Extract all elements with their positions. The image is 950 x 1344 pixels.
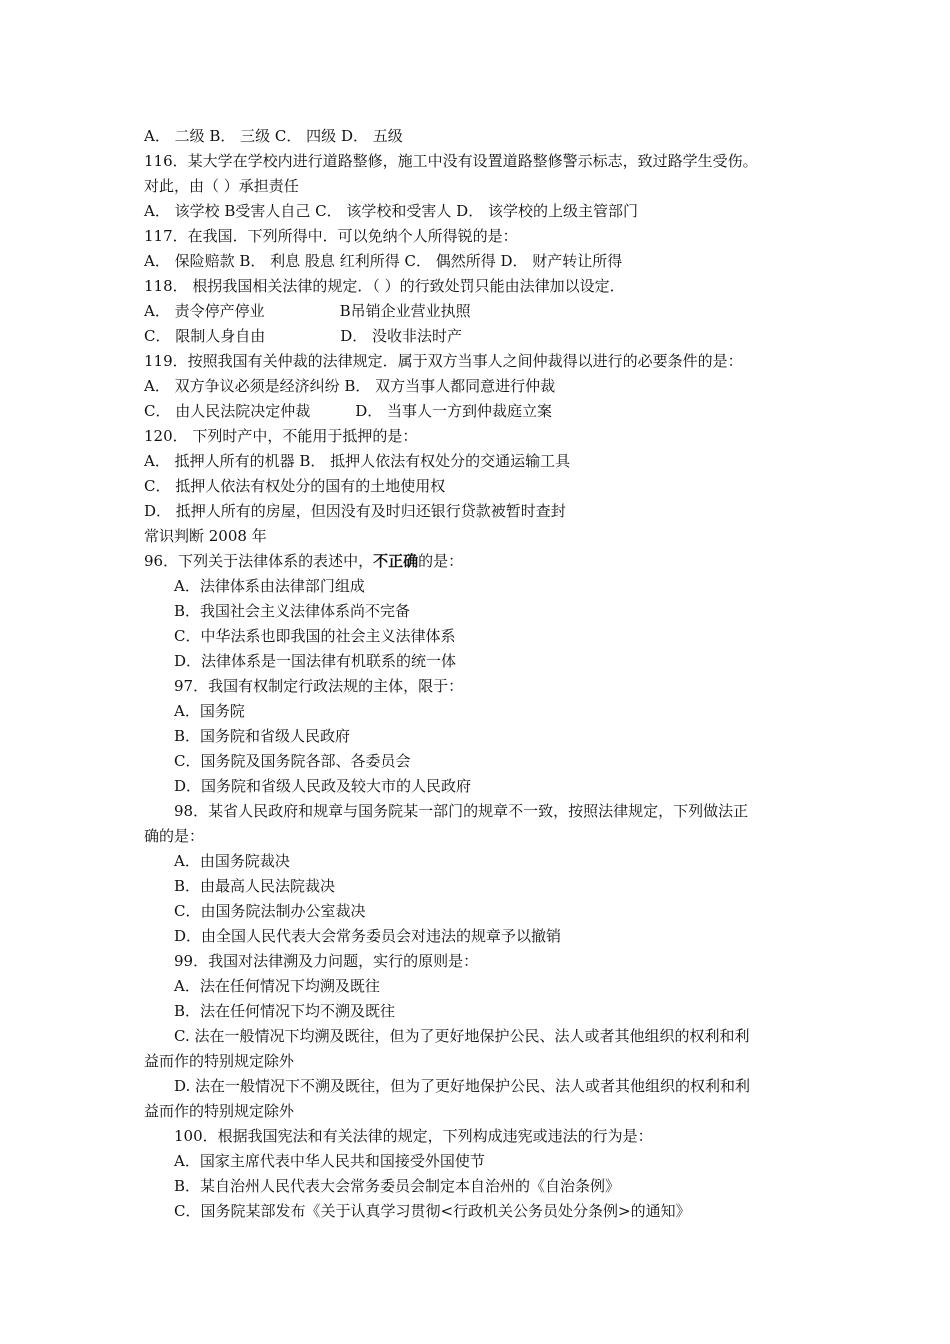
question-120-stem: 120． 下列时产中，不能用于抵押的是： bbox=[144, 427, 418, 445]
question-119-options-cd: C． 由人民法院决定仲裁 D． 当事人一方到仲裁庭立案 bbox=[144, 402, 553, 420]
option-line-cont: 益而作的特别规定除外 bbox=[144, 1052, 295, 1070]
question-99-stem: 99．我国对法律溯及力问题，实行的原则是： bbox=[174, 952, 479, 970]
text-line: A． 二级 B． 三级 C． 四级 D． 五级 bbox=[144, 127, 403, 145]
option-line: C．国务院及国务院各部、各委员会 bbox=[174, 752, 411, 770]
option-line: D．由全国人民代表大会常务委员会对违法的规章予以撤销 bbox=[174, 927, 562, 945]
question-116-options: A． 该学校 B受害人自己 C． 该学校和受害人 D． 该学校的上级主管部门 bbox=[144, 202, 638, 220]
text-line: 对此，由（ ）承担责任 bbox=[144, 177, 299, 195]
section-heading: 常识判断 2008 年 bbox=[144, 527, 267, 545]
question-117-stem: 117．在我国．下列所得中．可以免纳个人所得锐的是： bbox=[144, 227, 518, 245]
question-117-options: A． 保险赔款 B． 利息 股息 红利所得 C． 偶然所得 D． 财产转让所得 bbox=[144, 252, 623, 270]
option-line: B．国务院和省级人民政府 bbox=[174, 727, 351, 745]
question-98-stem-cont: 确的是： bbox=[144, 827, 205, 845]
question-96-stem-start: 96．下列关于法律体系的表述中， bbox=[144, 552, 374, 570]
question-118-options-cd: C． 限制人身自由 D． 没收非法时产 bbox=[144, 327, 463, 345]
option-line: C．由国务院法制办公室裁决 bbox=[174, 902, 366, 920]
question-96-stem-end: 的是： bbox=[418, 552, 464, 570]
question-118-options-ab: A． 责令停产停业 B吊销企业营业执照 bbox=[144, 302, 471, 320]
option-line: C．中华法系也即我国的社会主义法律体系 bbox=[174, 627, 456, 645]
option-line-cont: 益而作的特别规定除外 bbox=[144, 1102, 295, 1120]
option-line: D．国务院和省级人民政及较大市的人民政府 bbox=[174, 777, 472, 795]
question-116-stem: 116．某大学在学校内进行道路整修，施工中没有设置道路整修警示标志，致过路学生受伤。 bbox=[144, 152, 758, 170]
question-96-emphasis: 不正确 bbox=[373, 552, 419, 570]
option-line: B．法在任何情况下均不溯及既往 bbox=[174, 1002, 396, 1020]
option-line: A．法在任何情况下均溯及既往 bbox=[174, 977, 380, 995]
option-line: A．法律体系由法律部门组成 bbox=[174, 577, 365, 595]
question-100-stem: 100．根据我国宪法和有关法律的规定，下列构成违宪或违法的行为是： bbox=[174, 1127, 653, 1145]
question-119-options-ab: A． 双方争议必须是经济纠纷 B． 双方当事人都同意进行仲裁 bbox=[144, 377, 556, 395]
option-line: C. 法在一般情况下均溯及既往，但为了更好地保护公民、法人或者其他组织的权利和利 bbox=[174, 1027, 750, 1045]
question-118-stem: 118． 根拐我国相关法律的规定．（ ）的行致处罚只能由法律加以设定． bbox=[144, 277, 625, 295]
option-line: A．国家主席代表中华人民共和国接受外国使节 bbox=[174, 1152, 485, 1170]
question-120-option-d: D． 抵押人所有的房屋，但因没有及时归还银行贷款被暂时查封 bbox=[144, 502, 566, 520]
option-line: C．国务院某部发布《关于认真学习贯彻<行政机关公务员处分条例>的通知》 bbox=[174, 1202, 691, 1220]
option-line: B．某自治州人民代表大会常务委员会制定本自治州的《自治条例》 bbox=[174, 1177, 621, 1195]
option-line: D. 法在一般情况下不溯及既往，但为了更好地保护公民、法人或者其他组织的权利和利 bbox=[174, 1077, 751, 1095]
option-line: A．由国务院裁决 bbox=[174, 852, 290, 870]
question-96-stem bbox=[144, 551, 463, 571]
question-120-option-c: C． 抵押人依法有权处分的国有的土地使用权 bbox=[144, 477, 446, 495]
question-98-stem: 98．某省人民政府和规章与国务院某一部门的规章不一致，按照法律规定，下列做法正 bbox=[174, 802, 749, 820]
option-line: D．法律体系是一国法律有机联系的统一体 bbox=[174, 652, 457, 670]
question-120-options-ab: A． 抵押人所有的机器 B． 抵押人依法有权处分的交通运输工具 bbox=[144, 452, 571, 470]
option-line: A．国务院 bbox=[174, 702, 245, 720]
question-97-stem: 97．我国有权制定行政法规的主体，限于： bbox=[174, 677, 464, 695]
option-line: B．由最高人民法院裁决 bbox=[174, 877, 336, 895]
option-line: B．我国社会主义法律体系尚不完备 bbox=[174, 602, 411, 620]
question-119-stem: 119．按照我国有关仲裁的法律规定．属于双方当事人之间仲裁得以进行的必要条件的是： bbox=[144, 352, 743, 370]
